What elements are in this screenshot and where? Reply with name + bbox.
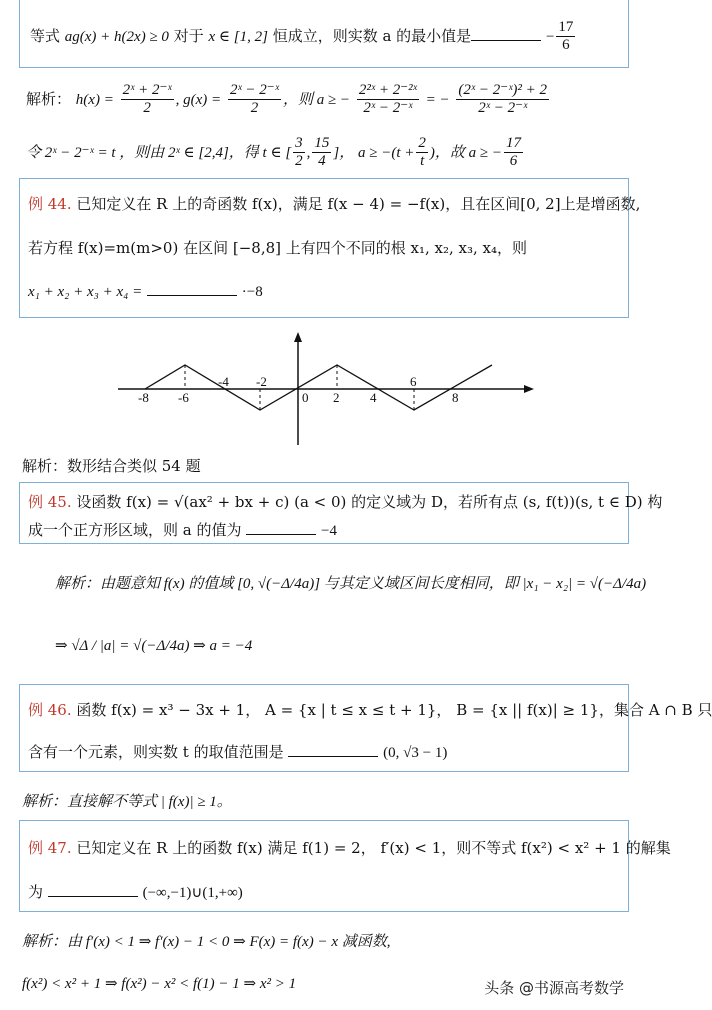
example-47-box bbox=[19, 820, 671, 912]
example-43-line bbox=[30, 19, 577, 55]
example-label: 例 46. bbox=[28, 701, 72, 719]
denominator: t bbox=[420, 153, 425, 170]
example-45-line1 bbox=[28, 491, 662, 512]
denominator: 2 bbox=[295, 153, 303, 170]
denominator: 6 bbox=[562, 37, 570, 54]
example-45-line2 bbox=[28, 519, 337, 540]
fraction-d bbox=[504, 135, 523, 171]
comma: , bbox=[306, 144, 311, 161]
tick-label: 6 bbox=[410, 374, 417, 389]
tick-label: -2 bbox=[256, 374, 267, 389]
example-43-box bbox=[19, 0, 629, 68]
example-46-line1 bbox=[28, 699, 712, 720]
numerator: 15 bbox=[312, 135, 331, 153]
numerator: 2ˣ − 2⁻ˣ bbox=[228, 82, 281, 100]
text: ⇒ √Δ / |a| = √(−Δ/4a) ⇒ a = −4 bbox=[55, 638, 253, 654]
text: 设函数 f(x) = √(ax² + bx + c) (a < 0) 的定义域为 D，若所有点 (s, f(t))(s, t ∈ D) 构 bbox=[76, 493, 663, 511]
tick-label: 4 bbox=[370, 390, 377, 405]
denominator: 2ˣ − 2⁻ˣ bbox=[363, 100, 413, 117]
text: 已知定义在 R 上的函数 f(x) 满足 f(1) = 2， f′(x) < 1，则不等式 f(x²) < x² + 1 的解集 bbox=[76, 839, 671, 857]
numerator: 3 bbox=[293, 135, 305, 153]
answer-blank bbox=[147, 281, 237, 296]
text: ]， a ≥ −(t + bbox=[333, 144, 415, 161]
denominator: 2 bbox=[250, 100, 259, 117]
numerator: (2ˣ − 2⁻ˣ)² + 2 bbox=[456, 82, 549, 100]
answer: (0, √3 − 1) bbox=[383, 745, 448, 761]
example-44-line3 bbox=[28, 281, 263, 301]
text: x₁ + x₂ + x₃ + x₄ = bbox=[28, 284, 143, 300]
text: 含有一个元素，则实数 t 的取值范围是 bbox=[28, 743, 284, 761]
text: )，故 a ≥ − bbox=[429, 144, 503, 161]
fraction-b bbox=[312, 135, 331, 171]
tick-label: -8 bbox=[138, 390, 149, 405]
analysis-46 bbox=[22, 790, 232, 811]
analysis-47-line2 bbox=[22, 974, 296, 993]
text: 等式 bbox=[30, 26, 65, 45]
denominator: 2 bbox=[143, 100, 151, 117]
denominator: 4 bbox=[318, 153, 326, 170]
g-def: , g(x) = bbox=[175, 91, 222, 108]
text: 为 bbox=[28, 883, 44, 901]
denominator: 6 bbox=[509, 153, 518, 170]
text: 令 2ˣ − 2⁻ˣ = t ，则由 2ˣ ∈ [2,4]，得 t ∈ [ bbox=[26, 144, 292, 161]
analysis-47-line1 bbox=[22, 930, 390, 951]
example-44-line1 bbox=[28, 193, 640, 214]
analysis-43-line1 bbox=[26, 82, 551, 118]
x-axis-arrow bbox=[524, 385, 534, 393]
answer-sign: − bbox=[545, 28, 555, 45]
fraction-1 bbox=[357, 82, 419, 118]
answer-blank bbox=[48, 882, 138, 897]
y-axis-arrow bbox=[294, 332, 302, 342]
numerator: 2 bbox=[416, 135, 428, 153]
watermark: 头条 @书源高考数学 bbox=[484, 979, 624, 997]
analysis-43-line2 bbox=[26, 135, 525, 171]
math-expr: ag(x) + h(2x) ≥ 0 bbox=[64, 28, 169, 45]
text: 恒成立，则实数 a 的最小值是 bbox=[267, 26, 472, 45]
answer-blank bbox=[288, 742, 378, 757]
numerator: 2ˣ + 2⁻ˣ bbox=[121, 82, 174, 100]
example-44-box bbox=[19, 178, 641, 318]
text: 解析：由 f′(x) < 1 ⇒ f′(x) − 1 < 0 ⇒ F(x) = f(x) − x 减函数, bbox=[22, 934, 391, 950]
text: 已知定义在 R 上的奇函数 f(x)，满足 f(x − 4) = −f(x)，且在区间[0, 2]上是增函数, bbox=[76, 195, 641, 213]
text: 解析：由题意知 f(x) 的值域 [0, √(−Δ/4a)] 与其定义域区间长度相同，即 |x₁ − x₂| = √(−Δ/4a) bbox=[55, 576, 647, 592]
example-46-line2 bbox=[28, 741, 447, 762]
answer-fraction bbox=[556, 19, 575, 55]
answer: ·−8 bbox=[241, 284, 263, 300]
tick-label: 8 bbox=[452, 390, 459, 405]
example-45-box bbox=[19, 482, 663, 544]
analysis-44 bbox=[22, 455, 201, 476]
answer: −4 bbox=[321, 523, 338, 539]
text: 若方程 f(x)=m(m>0) 在区间 [−8,8] 上有四个不同的根 x₁, x₂, x₃, x₄，则 bbox=[28, 239, 528, 257]
text: f(x²) < x² + 1 ⇒ f(x²) − x² < f(1) − 1 ⇒ x² > 1 bbox=[22, 976, 297, 992]
equals: = − bbox=[425, 91, 450, 108]
example-47-line1 bbox=[28, 837, 671, 858]
tick-label: 2 bbox=[333, 390, 340, 405]
fraction-2 bbox=[456, 82, 549, 118]
example-44-line2 bbox=[28, 237, 527, 258]
text: 对于 bbox=[168, 26, 209, 45]
analysis-45-line2 bbox=[55, 636, 252, 655]
fraction-a bbox=[293, 135, 305, 171]
answer-blank bbox=[471, 26, 541, 41]
text: 函数 f(x) = x³ − 3x + 1， A = {x | t ≤ x ≤ t + 1}， B = {x || f(x)| ≥ 1}，集合 A ∩ B 只 bbox=[76, 701, 712, 719]
denominator: 2ˣ − 2⁻ˣ bbox=[478, 100, 528, 117]
text: 解析：直接解不等式 | f(x)| ≥ 1。 bbox=[22, 794, 232, 810]
analysis-label: 解析： bbox=[26, 89, 72, 108]
analysis-45-line1 bbox=[55, 572, 646, 593]
example-label: 例 45. bbox=[28, 493, 72, 511]
fraction-c bbox=[416, 135, 428, 171]
text: 解析：数形结合类似 54 题 bbox=[22, 457, 201, 475]
tick-label: -6 bbox=[178, 390, 189, 405]
example-label: 例 44. bbox=[28, 195, 72, 213]
then-text: ，则 a ≥ − bbox=[282, 91, 351, 108]
tick-label: 0 bbox=[302, 390, 309, 405]
example-46-box bbox=[19, 684, 712, 772]
example-label: 例 47. bbox=[28, 839, 72, 857]
answer-blank bbox=[246, 520, 316, 535]
example-47-line2 bbox=[28, 881, 243, 902]
math-domain: x ∈ [1, 2] bbox=[208, 28, 268, 45]
g-fraction bbox=[228, 82, 281, 118]
h-def: h(x) = bbox=[75, 91, 114, 108]
numerator: 2²ˣ + 2⁻²ˣ bbox=[357, 82, 419, 100]
text: 成一个正方形区域，则 a 的值为 bbox=[28, 521, 242, 539]
function-graph bbox=[0, 330, 640, 455]
numerator: 17 bbox=[556, 19, 575, 37]
answer: (−∞,−1)∪(1,+∞) bbox=[142, 885, 243, 901]
h-fraction bbox=[121, 82, 174, 118]
numerator: 17 bbox=[504, 135, 523, 153]
function-curve bbox=[145, 365, 492, 410]
tick-label: -4 bbox=[218, 374, 229, 389]
